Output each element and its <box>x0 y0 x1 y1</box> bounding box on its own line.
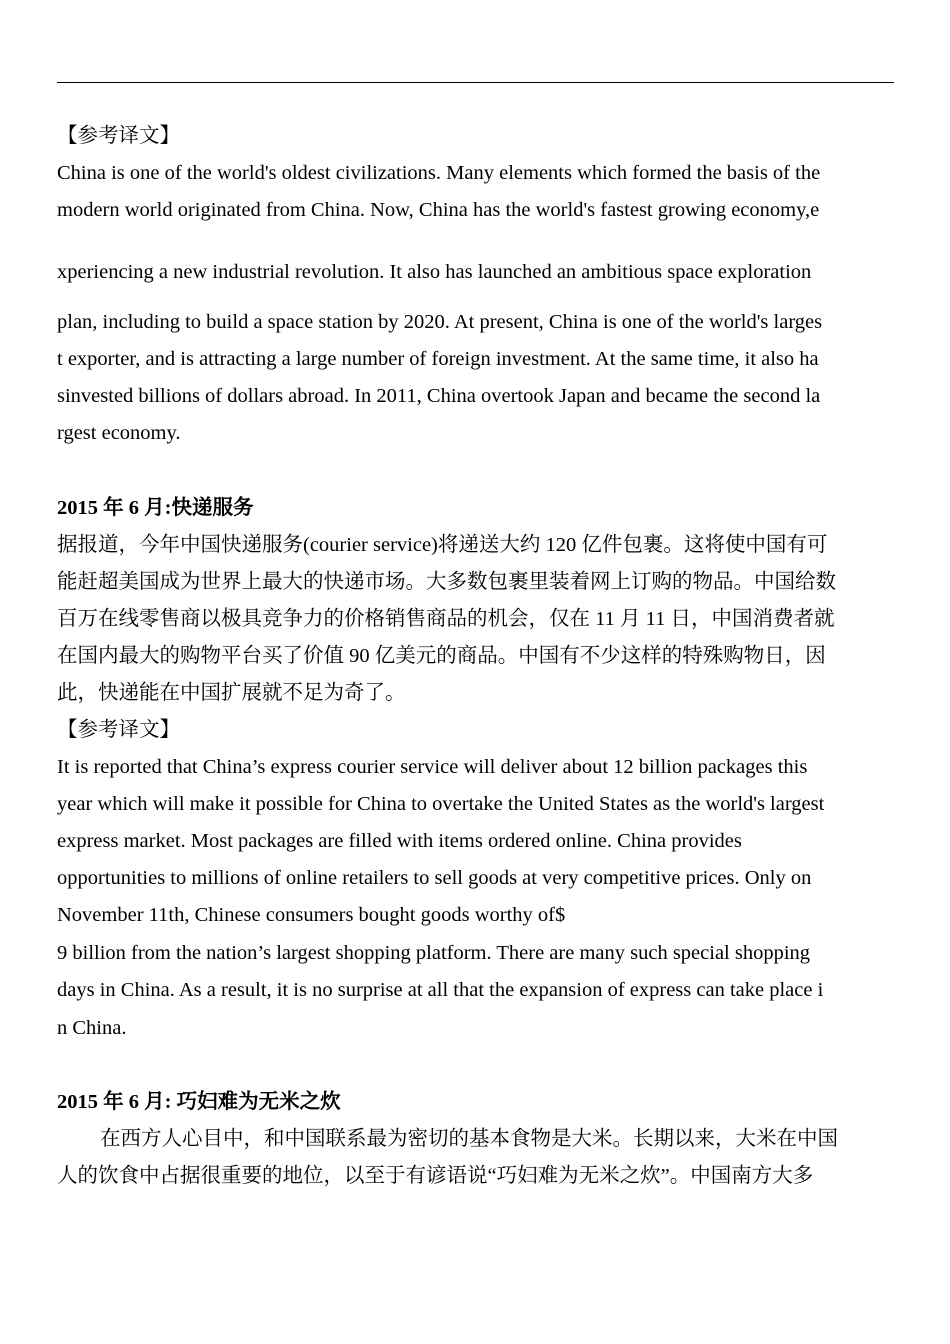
section-heading: 2015 年 6 月: 巧妇难为无米之炊 <box>57 1091 341 1113</box>
translation-line: It is reported that China’s express courier service will deliver about 12 billion packages this <box>57 756 808 778</box>
section-heading: 2015 年 6 月:快递服务 <box>57 497 254 519</box>
translation-line: sinvested billions of dollars abroad. In 2011, China overtook Japan and became the second la <box>57 385 821 407</box>
top-rule <box>57 82 894 83</box>
translation-line: express market. Most packages are filled with items ordered online. China provides <box>57 830 742 852</box>
chinese-line: 能赶超美国成为世界上最大的快递市场。大多数包裹里装着网上订购的物品。中国给数 <box>57 571 836 593</box>
ref-label: 【参考译文】 <box>57 125 180 147</box>
translation-line: November 11th, Chinese consumers bought goods worthy of$ <box>57 904 566 926</box>
translation-line: modern world originated from China. Now, China has the world's fastest growing economy,e <box>57 199 820 221</box>
translation-line: year which will make it possible for China to overtake the United States as the world's largest <box>57 793 825 815</box>
translation-line: n China. <box>57 1017 127 1039</box>
translation-line: China is one of the world's oldest civilizations. Many elements which formed the basis of the <box>57 162 821 184</box>
translation-line: t exporter, and is attracting a large number of foreign investment. At the same time, it also ha <box>57 348 819 370</box>
ref-label: 【参考译文】 <box>57 719 180 741</box>
translation-line: opportunities to millions of online retailers to sell goods at very competitive prices. Only on <box>57 867 812 889</box>
chinese-line: 此，快递能在中国扩展就不足为奇了。 <box>57 682 406 704</box>
translation-line: plan, including to build a space station by 2020. At present, China is one of the world's larges <box>57 311 823 333</box>
translation-line: days in China. As a result, it is no surprise at all that the expansion of express can take place i <box>57 979 824 1001</box>
chinese-line: 在西方人心目中，和中国联系最为密切的基本食物是大米。长期以来，大米在中国 <box>100 1128 838 1150</box>
translation-line: 9 billion from the nation’s largest shopping platform. There are many such special shopping <box>57 942 811 964</box>
chinese-line: 在国内最大的购物平台买了价值 90 亿美元的商品。中国有不少这样的特殊购物日，因 <box>57 645 826 667</box>
translation-line: xperiencing a new industrial revolution. It also has launched an ambitious space exploration <box>57 261 812 283</box>
translation-line: rgest economy. <box>57 422 181 444</box>
chinese-line: 人的饮食中占据很重要的地位，以至于有谚语说“巧妇难为无米之炊”。中国南方大多 <box>57 1165 814 1187</box>
chinese-line: 据报道，今年中国快递服务(courier service)将递送大约 120 亿件包裹。这将使中国有可 <box>57 534 828 556</box>
chinese-line: 百万在线零售商以极具竞争力的价格销售商品的机会，仅在 11 月 11 日，中国消费者就 <box>57 608 835 630</box>
